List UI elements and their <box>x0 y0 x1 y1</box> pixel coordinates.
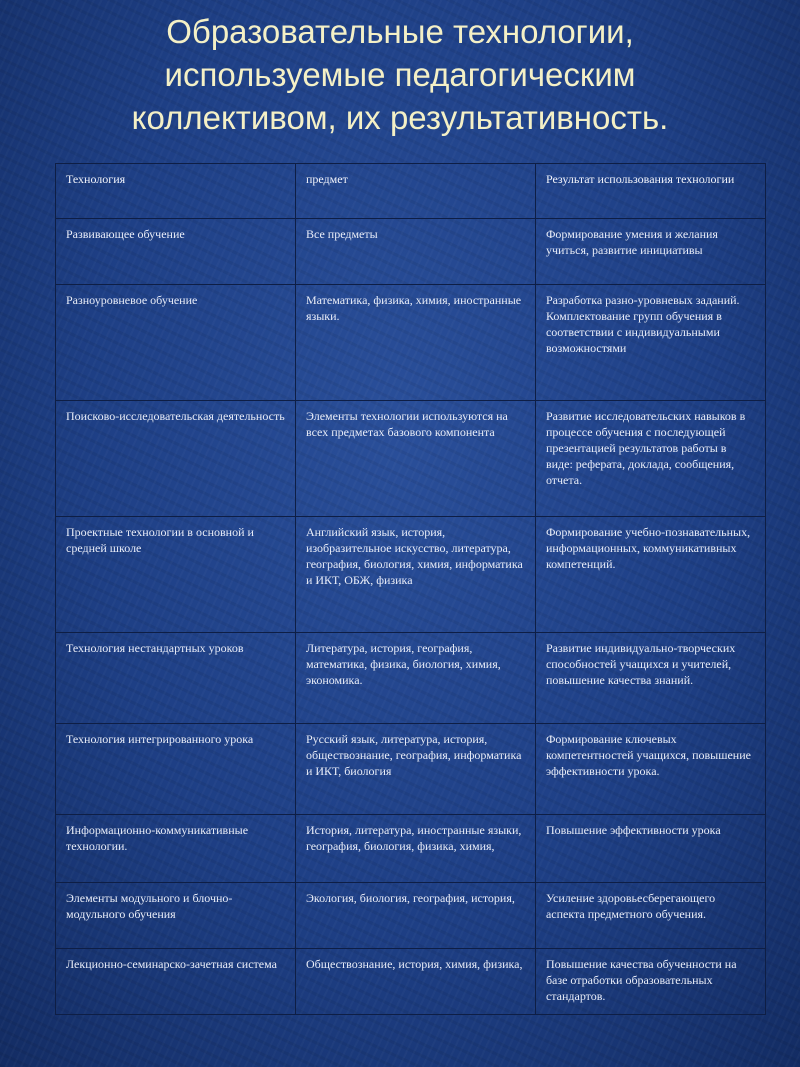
cell-technology: Технология интегрированного урока <box>56 724 296 815</box>
header-subject: предмет <box>295 164 535 219</box>
cell-result: Формирование учебно-познавательных, информационных, коммуникативных компетенций. <box>535 517 765 633</box>
cell-subject: Экология, биология, география, история, <box>295 883 535 949</box>
cell-technology: Развивающее обучение <box>56 219 296 285</box>
cell-subject: Все предметы <box>295 219 535 285</box>
table-row <box>56 219 766 285</box>
cell-technology: Лекционно-семинарско-зачетная система <box>56 949 296 1015</box>
table-row <box>56 724 766 815</box>
cell-subject: Английский язык, история, изобразительное искусство, литература, география, биология, химия, информатика и ИКТ, ОБЖ, физика <box>295 517 535 633</box>
table-header-row <box>56 164 766 219</box>
technologies-table <box>55 163 766 1015</box>
table-row <box>56 815 766 883</box>
cell-technology: Проектные технологии в основной и средней школе <box>56 517 296 633</box>
cell-subject: История, литература, иностранные языки, география, биология, физика, химия, <box>295 815 535 883</box>
title-line-1: Образовательные технологии, <box>166 13 634 50</box>
header-result: Результат использования технологии <box>535 164 765 219</box>
title-line-3: коллективом, их результативность. <box>131 99 669 136</box>
cell-subject: Элементы технологии используются на всех предметах базового компонента <box>295 401 535 517</box>
cell-result: Развитие исследовательских навыков в процессе обучения с последующей презентацией результатов работы в виде: реферата, доклада, сообщения, отчета. <box>535 401 765 517</box>
cell-result: Повышение качества обученности на базе отработки образовательных стандартов. <box>535 949 765 1015</box>
cell-result: Усиление здоровьесберегающего аспекта предметного обучения. <box>535 883 765 949</box>
cell-result: Формирование ключевых компетентностей учащихся, повышение эффективности урока. <box>535 724 765 815</box>
cell-subject: Математика, физика, химия, иностранные языки. <box>295 285 535 401</box>
cell-technology: Поисково-исследовательская деятельность <box>56 401 296 517</box>
table-row <box>56 949 766 1015</box>
cell-subject: Обществознание, история, химия, физика, <box>295 949 535 1015</box>
header-technology: Технология <box>56 164 296 219</box>
table-row <box>56 401 766 517</box>
table-row <box>56 285 766 401</box>
page-title <box>0 10 800 139</box>
table-row <box>56 883 766 949</box>
cell-subject: Русский язык, литература, история, обществознание, география, информатика и ИКТ, биология <box>295 724 535 815</box>
table-row <box>56 633 766 724</box>
cell-result: Разработка разно-уровневых заданий. Комплектование групп обучения в соответствии с индивидуальными возможностями <box>535 285 765 401</box>
table-row <box>56 517 766 633</box>
cell-result: Формирование умения и желания учиться, развитие инициативы <box>535 219 765 285</box>
cell-technology: Разноуровневое обучение <box>56 285 296 401</box>
cell-technology: Элементы модульного и блочно-модульного обучения <box>56 883 296 949</box>
title-line-2: используемые педагогическим <box>164 56 636 93</box>
cell-subject: Литература, история, география, математика, физика, биология, химия, экономика. <box>295 633 535 724</box>
cell-technology: Информационно-коммуникативные технологии. <box>56 815 296 883</box>
cell-result: Повышение эффективности урока <box>535 815 765 883</box>
cell-technology: Технология нестандартных уроков <box>56 633 296 724</box>
cell-result: Развитие индивидуально-творческих способностей учащихся и учителей, повышение качества знаний. <box>535 633 765 724</box>
